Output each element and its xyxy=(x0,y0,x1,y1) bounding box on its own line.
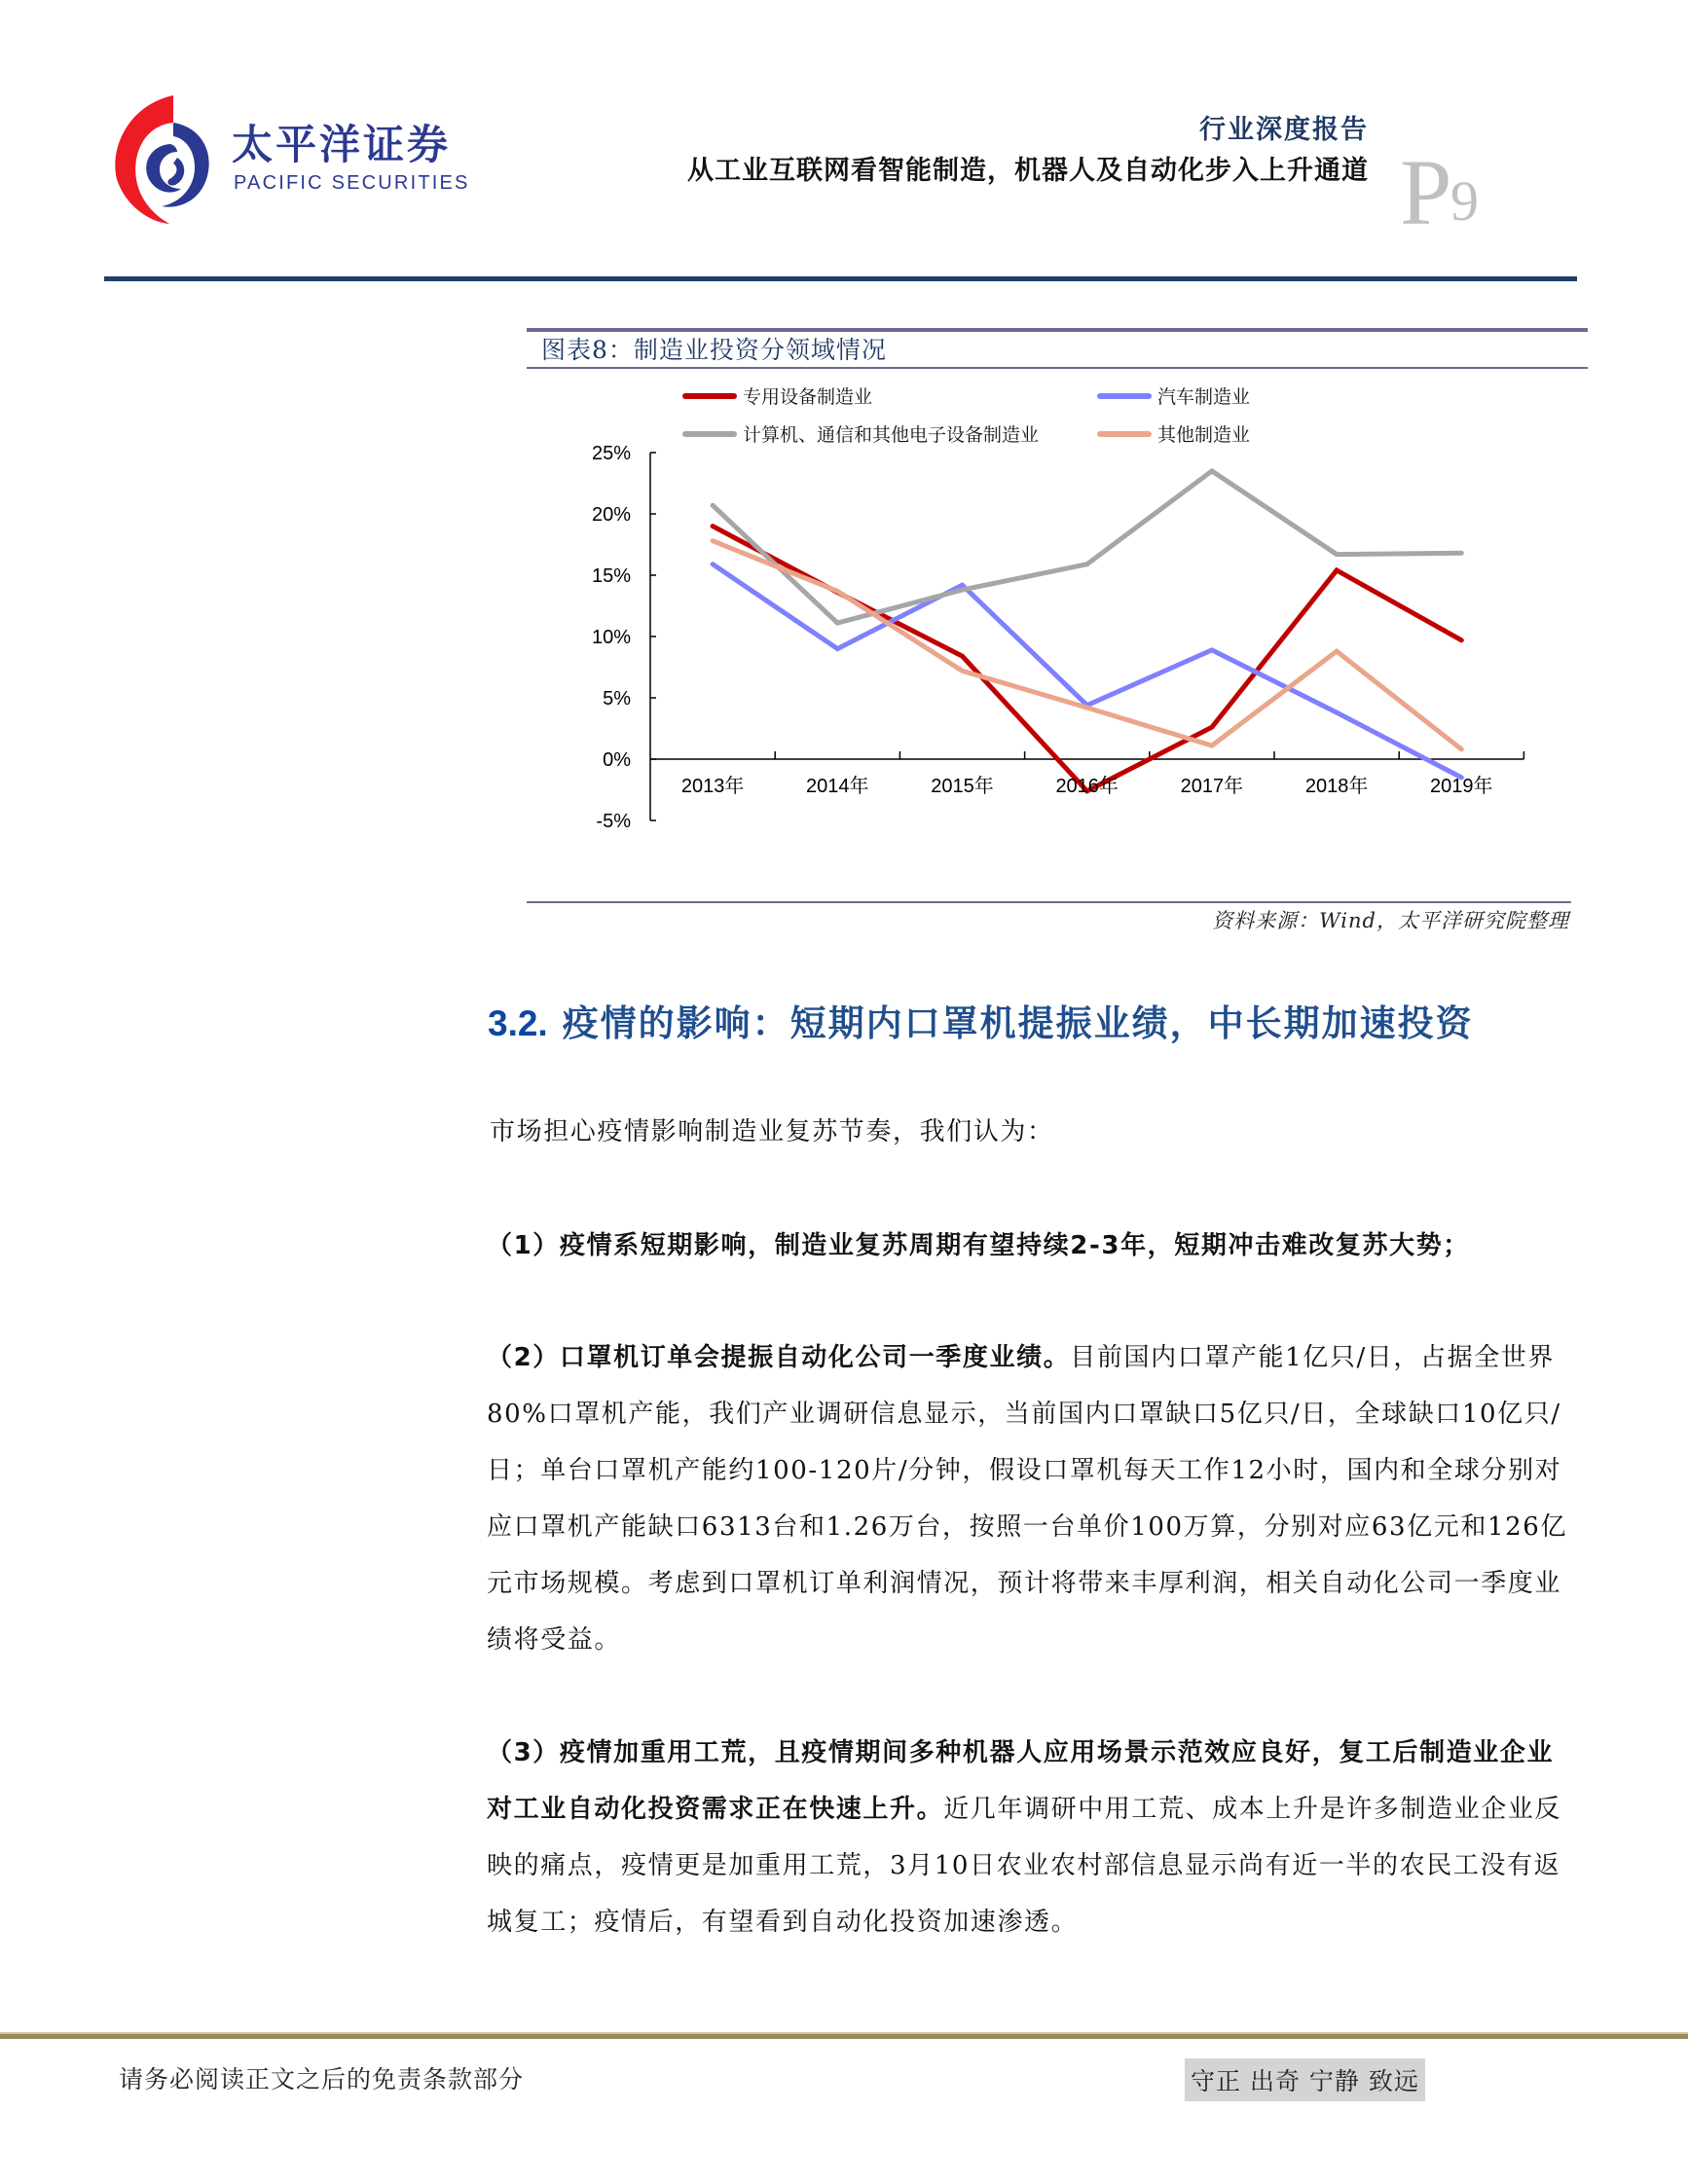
legend-label: 其他制造业 xyxy=(1157,424,1251,446)
point-3-paragraph xyxy=(487,1725,1572,1950)
x-tick-label: 2015年 xyxy=(931,776,994,797)
y-tick-label: 0% xyxy=(603,749,631,771)
legend-label: 汽车制造业 xyxy=(1157,386,1251,408)
page-number: 9 xyxy=(1450,169,1479,233)
x-tick-label: 2014年 xyxy=(806,776,869,797)
legend-label: 计算机、通信和其他电子设备制造业 xyxy=(743,424,1040,446)
point-1-paragraph xyxy=(487,1218,1572,1274)
y-tick-label: 15% xyxy=(591,565,631,587)
point-2-paragraph xyxy=(487,1329,1572,1668)
source-rule xyxy=(527,901,1571,903)
footer-motto: 守正 出奇 宁静 致远 xyxy=(1185,2058,1425,2101)
section-heading xyxy=(488,1001,1474,1047)
line-chart-plot xyxy=(0,0,1688,876)
series-line-2 xyxy=(713,471,1461,623)
figure-source: 资料来源：Wind，太平洋研究院整理 xyxy=(1212,909,1569,932)
point-2-bold: （2）口罩机订单会提振自动化公司一季度业绩。 xyxy=(487,1343,1071,1372)
x-tick-label: 2019年 xyxy=(1430,776,1493,797)
y-tick-label: 10% xyxy=(591,627,631,648)
intro-paragraph: 市场担心疫情影响制造业复苏节奏，我们认为： xyxy=(490,1117,1054,1147)
figure-title: 图表8：制造业投资分领域情况 xyxy=(541,336,887,364)
point-3-text: 近几年调研中用工荒、成本上升是许多制造业企业反映的痛点，疫情更是加重用工荒，3月10日农业农村部信息显示尚有近一半的农民工没有返城复工；疫情后，有望看到自动化投资加速渗透。 xyxy=(487,1795,1562,1937)
x-tick-label: 2016年 xyxy=(1055,776,1119,797)
point-3-bold: （3）疫情加重用工荒，且疫情期间多种机器人应用场景示范效应良好，复工后制造业企业对工业自动化投资需求正在快速上升。 xyxy=(487,1738,1555,1824)
report-title: 从工业互联网看智能制造，机器人及自动化步入上升通道 xyxy=(687,156,1369,186)
report-type: 行业深度报告 xyxy=(1199,115,1369,145)
y-tick-label: 5% xyxy=(603,688,631,710)
series-line-1 xyxy=(713,564,1461,778)
logo-english-name: PACIFIC SECURITIES xyxy=(234,172,470,194)
point-2-text: 目前国内口罩产能1亿只/日，占据全世界80%口罩机产能，我们产业调研信息显示，当前国内口罩缺口5亿只/日，全球缺口10亿只/日；单台口罩机产能约100-120片/分钟，假设口罩机每天工作12小时，国内和全球分别对应口罩机产能缺口6313台和1.26万台，按照一台单价100万算，分别对应63亿元和126亿元市场规模。考虑到口罩机订单利润情况，预计将带来丰厚利润，相关自动化公司一季度业绩将受益。 xyxy=(487,1343,1567,1655)
footer-divider xyxy=(0,2034,1688,2039)
section-title: 疫情的影响：短期内口罩机提振业绩，中长期加速投资 xyxy=(562,1002,1474,1044)
section-number: 3.2. xyxy=(488,1003,548,1043)
y-tick-label: 25% xyxy=(591,443,631,464)
y-tick-label: 20% xyxy=(591,504,631,526)
footer-disclaimer: 请务必阅读正文之后的免责条款部分 xyxy=(119,2065,525,2093)
x-tick-label: 2013年 xyxy=(680,776,745,797)
point-1-bold: （1）疫情系短期影响，制造业复苏周期有望持续2-3年，短期冲击难改复苏大势； xyxy=(487,1231,1470,1260)
x-tick-label: 2018年 xyxy=(1304,776,1369,797)
logo-chinese-name: 太平洋证券 xyxy=(232,121,452,168)
legend-label: 专用设备制造业 xyxy=(743,386,873,408)
y-tick-label: -5% xyxy=(596,811,631,832)
x-tick-label: 2017年 xyxy=(1180,776,1244,797)
page-prefix: P xyxy=(1400,140,1452,244)
